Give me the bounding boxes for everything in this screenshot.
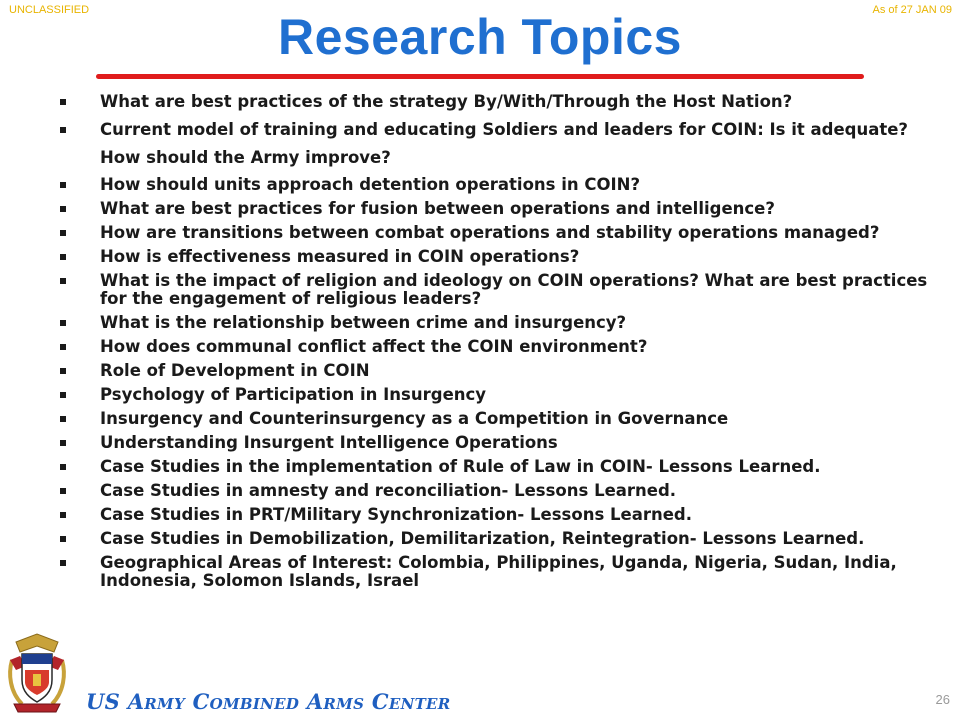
- bullet-icon: [60, 344, 66, 350]
- topic-text: How should units approach detention operations in COIN?: [100, 175, 641, 194]
- list-item: [58, 272, 938, 308]
- topic-text: What are best practices of the strategy By/With/Through the Host Nation?: [100, 92, 793, 111]
- topic-text: How is effectiveness measured in COIN operations?: [100, 247, 580, 266]
- list-item: [58, 314, 938, 332]
- list-item: [58, 410, 938, 428]
- list-item: [58, 458, 938, 476]
- topic-text: Insurgency and Counterinsurgency as a Competition in Governance: [100, 409, 729, 428]
- organization-name: US Army Combined Arms Center: [86, 689, 451, 714]
- list-item: [58, 530, 938, 548]
- topics-list: [58, 88, 938, 596]
- bullet-icon: [60, 320, 66, 326]
- combined-arms-center-crest-icon: [6, 630, 68, 716]
- bullet-icon: [60, 392, 66, 398]
- bullet-icon: [60, 368, 66, 374]
- slide-title: Research Topics: [278, 9, 682, 65]
- topic-text: Psychology of Participation in Insurgency: [100, 385, 487, 404]
- list-item: [58, 506, 938, 524]
- bullet-icon: [60, 278, 66, 284]
- list-item: [58, 88, 938, 116]
- list-item: [58, 554, 938, 590]
- list-item: [58, 482, 938, 500]
- bullet-icon: [60, 99, 66, 105]
- bullet-icon: [60, 230, 66, 236]
- bullet-icon: [60, 488, 66, 494]
- topic-text: What are best practices for fusion between operations and intelligence?: [100, 199, 775, 218]
- topic-text: Geographical Areas of Interest: Colombia, Philippines, Uganda, Nigeria, Sudan, India, Indonesia, Solomon Islands, Israel: [100, 553, 897, 590]
- title-underline: [96, 74, 864, 79]
- topic-text: What is the relationship between crime and insurgency?: [100, 313, 627, 332]
- topic-text: Case Studies in the implementation of Rule of Law in COIN- Lessons Learned.: [100, 457, 821, 476]
- topic-text: Case Studies in Demobilization, Demilitarization, Reintegration- Lessons Learned.: [100, 529, 865, 548]
- topic-text: Case Studies in amnesty and reconciliation- Lessons Learned.: [100, 481, 677, 500]
- bullet-icon: [60, 440, 66, 446]
- list-item: [58, 338, 938, 356]
- list-item: [58, 434, 938, 452]
- topic-text: How are transitions between combat operations and stability operations managed?: [100, 223, 880, 242]
- topic-text: What is the impact of religion and ideology on COIN operations? What are best practices for the engagement of religious leaders?: [100, 271, 928, 308]
- list-item: [58, 200, 938, 218]
- list-item: [58, 116, 938, 172]
- bullet-icon: [60, 206, 66, 212]
- bullet-icon: [60, 560, 66, 566]
- bullet-icon: [60, 464, 66, 470]
- page-number: 26: [935, 692, 950, 707]
- list-item: [58, 386, 938, 404]
- list-item: [58, 248, 938, 266]
- bullet-icon: [60, 254, 66, 260]
- list-item: [58, 224, 938, 242]
- topic-text: How does communal conflict affect the COIN environment?: [100, 337, 648, 356]
- bullet-icon: [60, 182, 66, 188]
- topic-text: Current model of training and educating Soldiers and leaders for COIN: Is it adequate? How should the Army improve?: [100, 120, 909, 167]
- topic-text: Role of Development in COIN: [100, 361, 370, 380]
- topic-text: Case Studies in PRT/Military Synchronization- Lessons Learned.: [100, 505, 693, 524]
- as-of-date: As of 27 JAN 09: [872, 4, 952, 16]
- list-item: [58, 176, 938, 194]
- bullet-icon: [60, 512, 66, 518]
- bullet-icon: [60, 536, 66, 542]
- bullet-icon: [60, 416, 66, 422]
- classification-marking: UNCLASSIFIED: [9, 4, 90, 16]
- bullet-icon: [60, 127, 66, 133]
- list-item: [58, 362, 938, 380]
- topic-text: Understanding Insurgent Intelligence Operations: [100, 433, 558, 452]
